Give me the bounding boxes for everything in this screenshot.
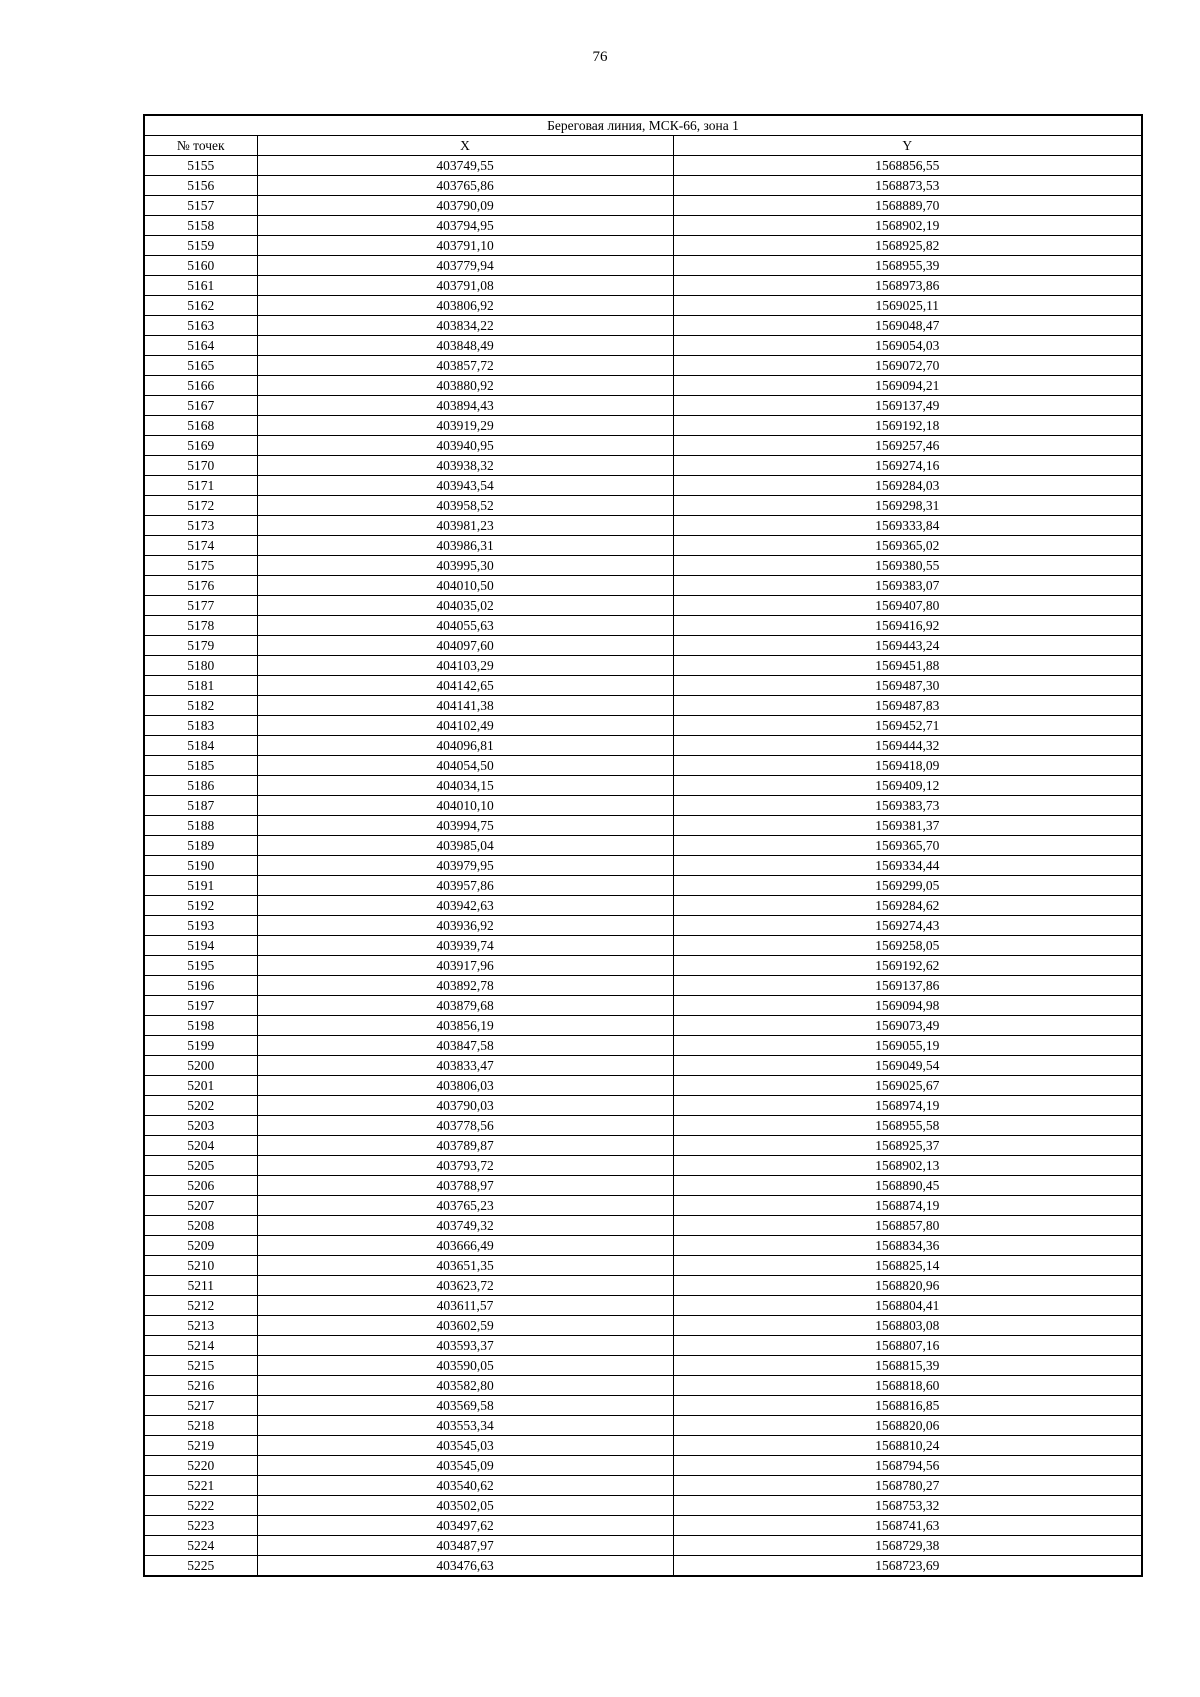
- point-number-cell: 5165: [144, 356, 257, 376]
- x-coordinate-cell: 403894,43: [257, 396, 673, 416]
- x-coordinate-cell: 403892,78: [257, 976, 673, 996]
- x-coordinate-cell: 403793,72: [257, 1156, 673, 1176]
- table-row: [144, 1496, 1142, 1516]
- x-coordinate-cell: 403553,34: [257, 1416, 673, 1436]
- point-number-cell: 5172: [144, 496, 257, 516]
- x-coordinate-cell: 403778,56: [257, 1116, 673, 1136]
- point-number-cell: 5184: [144, 736, 257, 756]
- point-number-cell: 5209: [144, 1236, 257, 1256]
- y-coordinate-cell: 1568973,86: [673, 276, 1142, 296]
- x-coordinate-cell: 403765,86: [257, 176, 673, 196]
- y-coordinate-cell: 1568815,39: [673, 1356, 1142, 1376]
- table-row: [144, 1256, 1142, 1276]
- table-row: [144, 376, 1142, 396]
- y-coordinate-cell: 1569048,47: [673, 316, 1142, 336]
- y-coordinate-cell: 1568804,41: [673, 1296, 1142, 1316]
- y-coordinate-cell: 1569487,30: [673, 676, 1142, 696]
- point-number-cell: 5219: [144, 1436, 257, 1456]
- table-row: [144, 316, 1142, 336]
- table-row: [144, 1116, 1142, 1136]
- x-coordinate-cell: 404035,02: [257, 596, 673, 616]
- x-coordinate-cell: 404096,81: [257, 736, 673, 756]
- point-number-cell: 5197: [144, 996, 257, 1016]
- point-number-cell: 5204: [144, 1136, 257, 1156]
- x-coordinate-cell: 403540,62: [257, 1476, 673, 1496]
- x-coordinate-cell: 403848,49: [257, 336, 673, 356]
- y-coordinate-cell: 1568857,80: [673, 1216, 1142, 1236]
- table-row: [144, 996, 1142, 1016]
- x-coordinate-cell: 403590,05: [257, 1356, 673, 1376]
- y-coordinate-cell: 1568925,82: [673, 236, 1142, 256]
- table-row: [144, 1236, 1142, 1256]
- y-coordinate-cell: 1568753,32: [673, 1496, 1142, 1516]
- point-number-cell: 5193: [144, 916, 257, 936]
- x-coordinate-cell: 403765,23: [257, 1196, 673, 1216]
- table-row: [144, 1416, 1142, 1436]
- x-coordinate-cell: 403545,03: [257, 1436, 673, 1456]
- y-coordinate-cell: 1568889,70: [673, 196, 1142, 216]
- x-coordinate-cell: 403940,95: [257, 436, 673, 456]
- point-number-cell: 5206: [144, 1176, 257, 1196]
- y-coordinate-cell: 1568873,53: [673, 176, 1142, 196]
- point-number-cell: 5167: [144, 396, 257, 416]
- point-number-cell: 5181: [144, 676, 257, 696]
- point-number-cell: 5202: [144, 1096, 257, 1116]
- point-number-cell: 5164: [144, 336, 257, 356]
- y-coordinate-cell: 1568825,14: [673, 1256, 1142, 1276]
- table-row: [144, 816, 1142, 836]
- x-coordinate-cell: 403917,96: [257, 956, 673, 976]
- page-number: 76: [592, 49, 608, 65]
- x-coordinate-cell: 403593,37: [257, 1336, 673, 1356]
- point-number-cell: 5203: [144, 1116, 257, 1136]
- y-coordinate-cell: 1569055,19: [673, 1036, 1142, 1056]
- x-coordinate-cell: 403794,95: [257, 216, 673, 236]
- point-number-cell: 5216: [144, 1376, 257, 1396]
- y-coordinate-cell: 1569274,43: [673, 916, 1142, 936]
- point-number-cell: 5166: [144, 376, 257, 396]
- x-coordinate-cell: 403834,22: [257, 316, 673, 336]
- point-number-cell: 5160: [144, 256, 257, 276]
- table-title: Береговая линия, МСК-66, зона 1: [144, 115, 1142, 136]
- point-number-cell: 5189: [144, 836, 257, 856]
- point-number-cell: 5159: [144, 236, 257, 256]
- x-coordinate-cell: 403939,74: [257, 936, 673, 956]
- point-number-cell: 5214: [144, 1336, 257, 1356]
- x-coordinate-cell: 403790,09: [257, 196, 673, 216]
- y-coordinate-cell: 1569054,03: [673, 336, 1142, 356]
- y-coordinate-cell: 1569298,31: [673, 496, 1142, 516]
- point-number-cell: 5207: [144, 1196, 257, 1216]
- x-coordinate-cell: 404141,38: [257, 696, 673, 716]
- y-coordinate-cell: 1569409,12: [673, 776, 1142, 796]
- x-coordinate-cell: 403602,59: [257, 1316, 673, 1336]
- point-number-cell: 5157: [144, 196, 257, 216]
- y-coordinate-cell: 1569487,83: [673, 696, 1142, 716]
- x-coordinate-cell: 404102,49: [257, 716, 673, 736]
- y-coordinate-cell: 1568925,37: [673, 1136, 1142, 1156]
- x-coordinate-cell: 403994,75: [257, 816, 673, 836]
- point-number-cell: 5183: [144, 716, 257, 736]
- x-coordinate-cell: 403880,92: [257, 376, 673, 396]
- y-coordinate-cell: 1569418,09: [673, 756, 1142, 776]
- x-coordinate-cell: 403847,58: [257, 1036, 673, 1056]
- y-coordinate-cell: 1568856,55: [673, 156, 1142, 176]
- table-row: [144, 276, 1142, 296]
- y-coordinate-cell: 1569025,11: [673, 296, 1142, 316]
- y-coordinate-cell: 1569049,54: [673, 1056, 1142, 1076]
- table-row: [144, 836, 1142, 856]
- table-row: [144, 456, 1142, 476]
- table-row: [144, 856, 1142, 876]
- point-number-cell: 5177: [144, 596, 257, 616]
- x-coordinate-cell: 403749,32: [257, 1216, 673, 1236]
- point-number-cell: 5158: [144, 216, 257, 236]
- x-coordinate-cell: 403779,94: [257, 256, 673, 276]
- point-number-cell: 5188: [144, 816, 257, 836]
- x-coordinate-cell: 403502,05: [257, 1496, 673, 1516]
- table-row: [144, 776, 1142, 796]
- y-coordinate-cell: 1568741,63: [673, 1516, 1142, 1536]
- point-number-cell: 5176: [144, 576, 257, 596]
- table-row: [144, 256, 1142, 276]
- coordinates-table: [143, 114, 1143, 1577]
- y-coordinate-cell: 1569383,07: [673, 576, 1142, 596]
- y-coordinate-cell: 1569333,84: [673, 516, 1142, 536]
- table-row: [144, 1196, 1142, 1216]
- table-row: [144, 1456, 1142, 1476]
- x-coordinate-cell: 403788,97: [257, 1176, 673, 1196]
- column-header-y: Y: [673, 136, 1142, 156]
- point-number-cell: 5224: [144, 1536, 257, 1556]
- point-number-cell: 5212: [144, 1296, 257, 1316]
- y-coordinate-cell: 1569444,32: [673, 736, 1142, 756]
- x-coordinate-cell: 403623,72: [257, 1276, 673, 1296]
- table-row: [144, 296, 1142, 316]
- table-row: [144, 1376, 1142, 1396]
- y-coordinate-cell: 1569258,05: [673, 936, 1142, 956]
- y-coordinate-cell: 1568902,19: [673, 216, 1142, 236]
- table-row: [144, 216, 1142, 236]
- point-number-cell: 5171: [144, 476, 257, 496]
- x-coordinate-cell: 403986,31: [257, 536, 673, 556]
- x-coordinate-cell: 403995,30: [257, 556, 673, 576]
- y-coordinate-cell: 1568810,24: [673, 1436, 1142, 1456]
- point-number-cell: 5178: [144, 616, 257, 636]
- y-coordinate-cell: 1568723,69: [673, 1556, 1142, 1577]
- table-row: [144, 1436, 1142, 1456]
- table-row: [144, 236, 1142, 256]
- table-row: [144, 1296, 1142, 1316]
- point-number-cell: 5170: [144, 456, 257, 476]
- x-coordinate-cell: 403979,95: [257, 856, 673, 876]
- table-row: [144, 176, 1142, 196]
- point-number-cell: 5221: [144, 1476, 257, 1496]
- y-coordinate-cell: 1569137,86: [673, 976, 1142, 996]
- y-coordinate-cell: 1569381,37: [673, 816, 1142, 836]
- x-coordinate-cell: 403791,10: [257, 236, 673, 256]
- y-coordinate-cell: 1569257,46: [673, 436, 1142, 456]
- point-number-cell: 5205: [144, 1156, 257, 1176]
- x-coordinate-cell: 403806,92: [257, 296, 673, 316]
- table-row: [144, 396, 1142, 416]
- point-number-cell: 5211: [144, 1276, 257, 1296]
- point-number-cell: 5195: [144, 956, 257, 976]
- point-number-cell: 5175: [144, 556, 257, 576]
- point-number-cell: 5210: [144, 1256, 257, 1276]
- table-row: [144, 516, 1142, 536]
- point-number-cell: 5163: [144, 316, 257, 336]
- point-number-cell: 5199: [144, 1036, 257, 1056]
- table-row: [144, 876, 1142, 896]
- point-number-cell: 5217: [144, 1396, 257, 1416]
- point-number-cell: 5220: [144, 1456, 257, 1476]
- table-row: [144, 576, 1142, 596]
- y-coordinate-cell: 1568834,36: [673, 1236, 1142, 1256]
- table-row: [144, 896, 1142, 916]
- y-coordinate-cell: 1569365,70: [673, 836, 1142, 856]
- x-coordinate-cell: 403856,19: [257, 1016, 673, 1036]
- table-row: [144, 556, 1142, 576]
- table-row: [144, 1336, 1142, 1356]
- x-coordinate-cell: 403942,63: [257, 896, 673, 916]
- table-row: [144, 1096, 1142, 1116]
- table-row: [144, 796, 1142, 816]
- point-number-cell: 5174: [144, 536, 257, 556]
- y-coordinate-cell: 1569137,49: [673, 396, 1142, 416]
- point-number-cell: 5155: [144, 156, 257, 176]
- table-row: [144, 916, 1142, 936]
- table-row: [144, 676, 1142, 696]
- table-row: [144, 1136, 1142, 1156]
- y-coordinate-cell: 1568820,06: [673, 1416, 1142, 1436]
- table-row: [144, 416, 1142, 436]
- x-coordinate-cell: 404103,29: [257, 656, 673, 676]
- table-row: [144, 496, 1142, 516]
- y-coordinate-cell: 1568974,19: [673, 1096, 1142, 1116]
- x-coordinate-cell: 403545,09: [257, 1456, 673, 1476]
- y-coordinate-cell: 1569383,73: [673, 796, 1142, 816]
- x-coordinate-cell: 403981,23: [257, 516, 673, 536]
- point-number-cell: 5162: [144, 296, 257, 316]
- point-number-cell: 5218: [144, 1416, 257, 1436]
- x-coordinate-cell: 403958,52: [257, 496, 673, 516]
- y-coordinate-cell: 1568816,85: [673, 1396, 1142, 1416]
- y-coordinate-cell: 1569284,03: [673, 476, 1142, 496]
- table-row: [144, 1056, 1142, 1076]
- y-coordinate-cell: 1569299,05: [673, 876, 1142, 896]
- table-row: [144, 656, 1142, 676]
- x-coordinate-cell: 404034,15: [257, 776, 673, 796]
- point-number-cell: 5198: [144, 1016, 257, 1036]
- y-coordinate-cell: 1568818,60: [673, 1376, 1142, 1396]
- x-coordinate-cell: 404097,60: [257, 636, 673, 656]
- table-row: [144, 736, 1142, 756]
- y-coordinate-cell: 1569073,49: [673, 1016, 1142, 1036]
- x-coordinate-cell: 403569,58: [257, 1396, 673, 1416]
- column-header-point-number: № точек: [144, 136, 257, 156]
- point-number-cell: 5185: [144, 756, 257, 776]
- table-header-row: [144, 136, 1142, 156]
- y-coordinate-cell: 1569284,62: [673, 896, 1142, 916]
- x-coordinate-cell: 404142,65: [257, 676, 673, 696]
- point-number-cell: 5192: [144, 896, 257, 916]
- x-coordinate-cell: 403790,03: [257, 1096, 673, 1116]
- table-row: [144, 936, 1142, 956]
- table-title-row: [144, 115, 1142, 136]
- table-row: [144, 696, 1142, 716]
- table-row: [144, 636, 1142, 656]
- y-coordinate-cell: 1568955,58: [673, 1116, 1142, 1136]
- point-number-cell: 5190: [144, 856, 257, 876]
- table-row: [144, 356, 1142, 376]
- table-row: [144, 1536, 1142, 1556]
- x-coordinate-cell: 403487,97: [257, 1536, 673, 1556]
- y-coordinate-cell: 1568890,45: [673, 1176, 1142, 1196]
- point-number-cell: 5208: [144, 1216, 257, 1236]
- x-coordinate-cell: 403611,57: [257, 1296, 673, 1316]
- point-number-cell: 5222: [144, 1496, 257, 1516]
- x-coordinate-cell: 403497,62: [257, 1516, 673, 1536]
- point-number-cell: 5182: [144, 696, 257, 716]
- table-row: [144, 1016, 1142, 1036]
- point-number-cell: 5180: [144, 656, 257, 676]
- table-row: [144, 1156, 1142, 1176]
- y-coordinate-cell: 1568955,39: [673, 256, 1142, 276]
- point-number-cell: 5196: [144, 976, 257, 996]
- x-coordinate-cell: 403791,08: [257, 276, 673, 296]
- y-coordinate-cell: 1569451,88: [673, 656, 1142, 676]
- x-coordinate-cell: 403789,87: [257, 1136, 673, 1156]
- table-row: [144, 1396, 1142, 1416]
- x-coordinate-cell: 403936,92: [257, 916, 673, 936]
- y-coordinate-cell: 1568803,08: [673, 1316, 1142, 1336]
- x-coordinate-cell: 403651,35: [257, 1256, 673, 1276]
- point-number-cell: 5223: [144, 1516, 257, 1536]
- point-number-cell: 5186: [144, 776, 257, 796]
- table-row: [144, 1356, 1142, 1376]
- x-coordinate-cell: 403957,86: [257, 876, 673, 896]
- point-number-cell: 5156: [144, 176, 257, 196]
- table-row: [144, 1176, 1142, 1196]
- y-coordinate-cell: 1568874,19: [673, 1196, 1142, 1216]
- point-number-cell: 5225: [144, 1556, 257, 1577]
- point-number-cell: 5168: [144, 416, 257, 436]
- point-number-cell: 5201: [144, 1076, 257, 1096]
- y-coordinate-cell: 1569452,71: [673, 716, 1142, 736]
- table-row: [144, 756, 1142, 776]
- x-coordinate-cell: 404010,10: [257, 796, 673, 816]
- y-coordinate-cell: 1569416,92: [673, 616, 1142, 636]
- table-row: [144, 336, 1142, 356]
- y-coordinate-cell: 1569192,18: [673, 416, 1142, 436]
- point-number-cell: 5161: [144, 276, 257, 296]
- y-coordinate-cell: 1569192,62: [673, 956, 1142, 976]
- x-coordinate-cell: 403919,29: [257, 416, 673, 436]
- table-body: [144, 156, 1142, 1577]
- y-coordinate-cell: 1569334,44: [673, 856, 1142, 876]
- x-coordinate-cell: 403985,04: [257, 836, 673, 856]
- x-coordinate-cell: 403833,47: [257, 1056, 673, 1076]
- x-coordinate-cell: 403806,03: [257, 1076, 673, 1096]
- y-coordinate-cell: 1569072,70: [673, 356, 1142, 376]
- table-row: [144, 1276, 1142, 1296]
- y-coordinate-cell: 1569443,24: [673, 636, 1142, 656]
- y-coordinate-cell: 1568807,16: [673, 1336, 1142, 1356]
- x-coordinate-cell: 403582,80: [257, 1376, 673, 1396]
- table-row: [144, 476, 1142, 496]
- y-coordinate-cell: 1568794,56: [673, 1456, 1142, 1476]
- point-number-cell: 5187: [144, 796, 257, 816]
- table-row: [144, 716, 1142, 736]
- point-number-cell: 5200: [144, 1056, 257, 1076]
- table-row: [144, 616, 1142, 636]
- table-row: [144, 1216, 1142, 1236]
- x-coordinate-cell: 403938,32: [257, 456, 673, 476]
- table-row: [144, 596, 1142, 616]
- table-row: [144, 1036, 1142, 1056]
- table-row: [144, 436, 1142, 456]
- column-header-x: X: [257, 136, 673, 156]
- y-coordinate-cell: 1569365,02: [673, 536, 1142, 556]
- table-row: [144, 156, 1142, 176]
- y-coordinate-cell: 1568820,96: [673, 1276, 1142, 1296]
- y-coordinate-cell: 1569380,55: [673, 556, 1142, 576]
- y-coordinate-cell: 1568902,13: [673, 1156, 1142, 1176]
- point-number-cell: 5191: [144, 876, 257, 896]
- x-coordinate-cell: 403749,55: [257, 156, 673, 176]
- y-coordinate-cell: 1569025,67: [673, 1076, 1142, 1096]
- x-coordinate-cell: 404055,63: [257, 616, 673, 636]
- point-number-cell: 5213: [144, 1316, 257, 1336]
- table-row: [144, 1556, 1142, 1577]
- x-coordinate-cell: 403857,72: [257, 356, 673, 376]
- point-number-cell: 5179: [144, 636, 257, 656]
- x-coordinate-cell: 403879,68: [257, 996, 673, 1016]
- table-row: [144, 536, 1142, 556]
- table-row: [144, 956, 1142, 976]
- table-row: [144, 196, 1142, 216]
- table-row: [144, 1316, 1142, 1336]
- y-coordinate-cell: 1569094,98: [673, 996, 1142, 1016]
- point-number-cell: 5173: [144, 516, 257, 536]
- x-coordinate-cell: 403476,63: [257, 1556, 673, 1577]
- x-coordinate-cell: 404010,50: [257, 576, 673, 596]
- table-row: [144, 976, 1142, 996]
- point-number-cell: 5169: [144, 436, 257, 456]
- y-coordinate-cell: 1568729,38: [673, 1536, 1142, 1556]
- y-coordinate-cell: 1569094,21: [673, 376, 1142, 396]
- y-coordinate-cell: 1569407,80: [673, 596, 1142, 616]
- x-coordinate-cell: 403666,49: [257, 1236, 673, 1256]
- table-row: [144, 1476, 1142, 1496]
- point-number-cell: 5215: [144, 1356, 257, 1376]
- table-row: [144, 1076, 1142, 1096]
- table-row: [144, 1516, 1142, 1536]
- y-coordinate-cell: 1568780,27: [673, 1476, 1142, 1496]
- point-number-cell: 5194: [144, 936, 257, 956]
- x-coordinate-cell: 403943,54: [257, 476, 673, 496]
- y-coordinate-cell: 1569274,16: [673, 456, 1142, 476]
- x-coordinate-cell: 404054,50: [257, 756, 673, 776]
